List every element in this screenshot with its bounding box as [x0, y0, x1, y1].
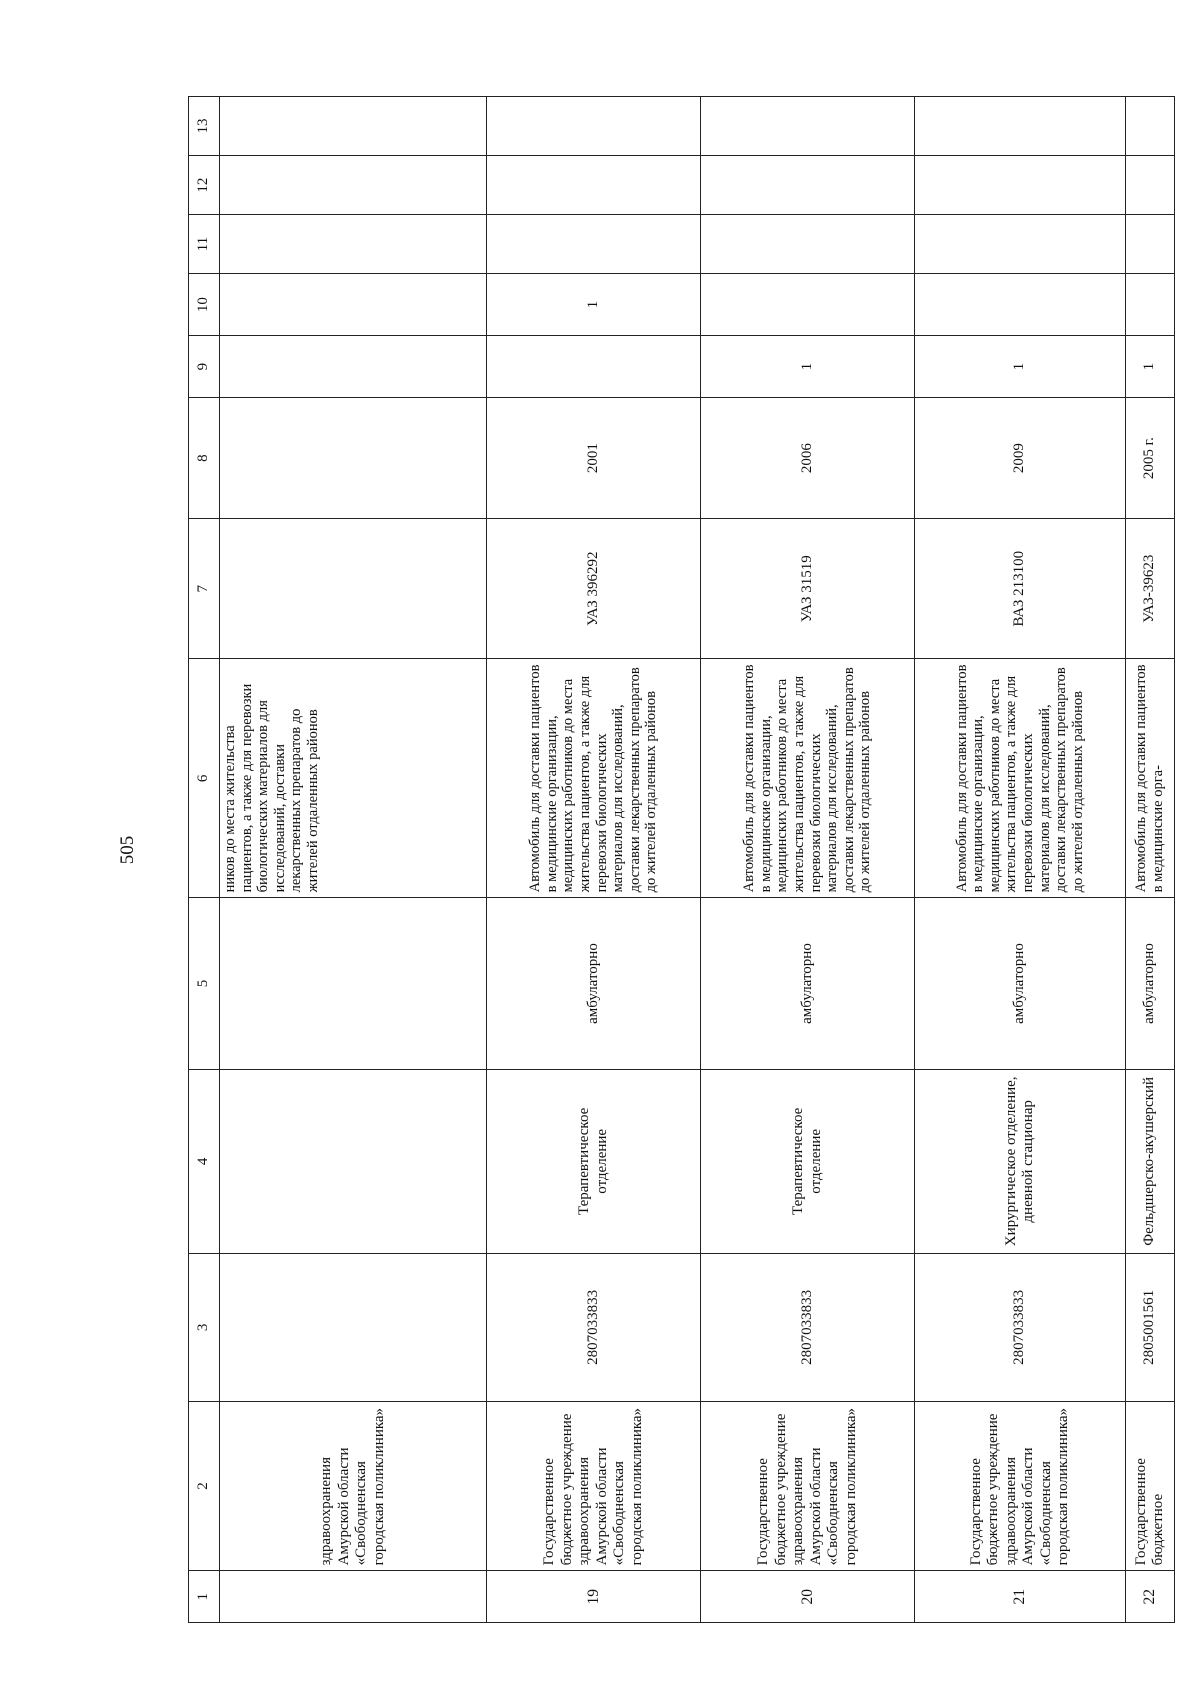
table-row-20: [701, 97, 915, 1623]
organization-name: Государственное бюджетное учреждение здравоохранения Амурской области «Свободненская городская поликлиника»: [701, 1401, 915, 1571]
care-mode: [220, 898, 487, 1069]
header-cell: 5: [189, 898, 220, 1069]
vehicle-year: [220, 398, 487, 519]
col-9-value: [487, 336, 701, 398]
organization-name: Государственное бюджетное учреждение здравоохранения Амурской области «Свободненская городская поликлиника»: [915, 1401, 1126, 1571]
vehicle-purpose: Автомобиль для доставки пациентов в медицинские организации, медицинских работников до места жительства пациентов, а также для перевозки биологических материалов для исследований, доставки лекарственных препаратов до жителей отдаленных районов: [701, 659, 915, 898]
col-9-value: [220, 336, 487, 398]
inn-code: 2807033833: [487, 1254, 701, 1402]
row-number: 21: [915, 1571, 1126, 1623]
header-cell: 10: [189, 274, 220, 336]
organization-name: Государственное бюджетное: [1126, 1401, 1175, 1571]
organization-name: Государственное бюджетное учреждение здравоохранения Амурской области «Свободненская городская поликлиника»: [487, 1401, 701, 1571]
header-cell: 8: [189, 398, 220, 519]
inn-code: 2807033833: [915, 1254, 1126, 1402]
registry-table: [188, 96, 1175, 1623]
vehicle-purpose: Автомобиль для доставки пациентов в медицинские орга-: [1126, 659, 1175, 898]
header-cell: 9: [189, 336, 220, 398]
col-10-value: 1: [487, 274, 701, 336]
col-13-value: [701, 97, 915, 156]
row-number: 19: [487, 1571, 701, 1623]
inn-code: 2805001561: [1126, 1254, 1175, 1402]
table-row-19: [487, 97, 701, 1623]
vehicle-purpose: ников до места жительства пациентов, а также для перевозки биологических материалов для исследований, доставки лекарственных препаратов до жителей отдаленных районов: [220, 659, 487, 898]
row-number: 20: [701, 1571, 915, 1623]
vehicle-year: 2005 г.: [1126, 398, 1175, 519]
col-10-value: [220, 274, 487, 336]
col-13-value: [487, 97, 701, 156]
table-row-continuation: [220, 97, 487, 1623]
vehicle-model: УАЗ 396292: [487, 519, 701, 659]
department: Фельдшерско-акушерский: [1126, 1069, 1175, 1253]
header-cell: 1: [189, 1571, 220, 1623]
vehicle-model: ВАЗ 213100: [915, 519, 1126, 659]
row-number: 22: [1126, 1571, 1175, 1623]
department: Терапевтическое отделение: [701, 1069, 915, 1253]
col-11-value: [915, 215, 1126, 274]
header-cell: 6: [189, 659, 220, 898]
header-cell: 13: [189, 97, 220, 156]
inn-code: 2807033833: [701, 1254, 915, 1402]
vehicle-year: 2009: [915, 398, 1126, 519]
header-cell: 7: [189, 519, 220, 659]
page-number: 505: [117, 835, 138, 865]
col-11-value: [1126, 215, 1175, 274]
vehicle-year: 2001: [487, 398, 701, 519]
col-9-value: 1: [701, 336, 915, 398]
rotated-table-wrapper: [188, 96, 1166, 1623]
col-10-value: [915, 274, 1126, 336]
col-12-value: [915, 156, 1126, 215]
col-10-value: [1126, 274, 1175, 336]
header-cell: 12: [189, 156, 220, 215]
department: Хирургическое отделение, дневной стационар: [915, 1069, 1126, 1253]
vehicle-model: УАЗ 31519: [701, 519, 915, 659]
header-cell: 4: [189, 1069, 220, 1253]
col-9-value: 1: [1126, 336, 1175, 398]
care-mode: амбулаторно: [915, 898, 1126, 1069]
vehicle-purpose: Автомобиль для доставки пациентов в медицинские организации, медицинских работников до места жительства пациентов, а также для перевозки биологических материалов для исследований, доставки лекарственных препаратов до жителей отдаленных районов: [915, 659, 1126, 898]
department: [220, 1069, 487, 1253]
header-cell: 11: [189, 215, 220, 274]
col-13-value: [1126, 97, 1175, 156]
vehicle-model: [220, 519, 487, 659]
header-row: [189, 97, 220, 1623]
vehicle-year: 2006: [701, 398, 915, 519]
col-12-value: [701, 156, 915, 215]
col-13-value: [220, 97, 487, 156]
col-13-value: [915, 97, 1126, 156]
organization-name: здравоохранения Амурской области «Свободненская городская поликлиника»: [220, 1401, 487, 1571]
col-9-value: 1: [915, 336, 1126, 398]
col-10-value: [701, 274, 915, 336]
col-12-value: [487, 156, 701, 215]
col-11-value: [487, 215, 701, 274]
table-row-21: [915, 97, 1126, 1623]
vehicle-model: УАЗ-39623: [1126, 519, 1175, 659]
care-mode: амбулаторно: [1126, 898, 1175, 1069]
header-cell: 3: [189, 1254, 220, 1402]
row-number: [220, 1571, 487, 1623]
col-11-value: [220, 215, 487, 274]
care-mode: амбулаторно: [701, 898, 915, 1069]
department: Терапевтическое отделение: [487, 1069, 701, 1253]
col-12-value: [1126, 156, 1175, 215]
care-mode: амбулаторно: [487, 898, 701, 1069]
header-cell: 2: [189, 1401, 220, 1571]
table-row-22: [1126, 97, 1175, 1623]
col-12-value: [220, 156, 487, 215]
col-11-value: [701, 215, 915, 274]
inn-code: [220, 1254, 487, 1402]
vehicle-purpose: Автомобиль для доставки пациентов в медицинские организации, медицинских работников до места жительства пациентов, а также для перевозки биологических материалов для исследований, доставки лекарственных препаратов до жителей отдаленных районов: [487, 659, 701, 898]
